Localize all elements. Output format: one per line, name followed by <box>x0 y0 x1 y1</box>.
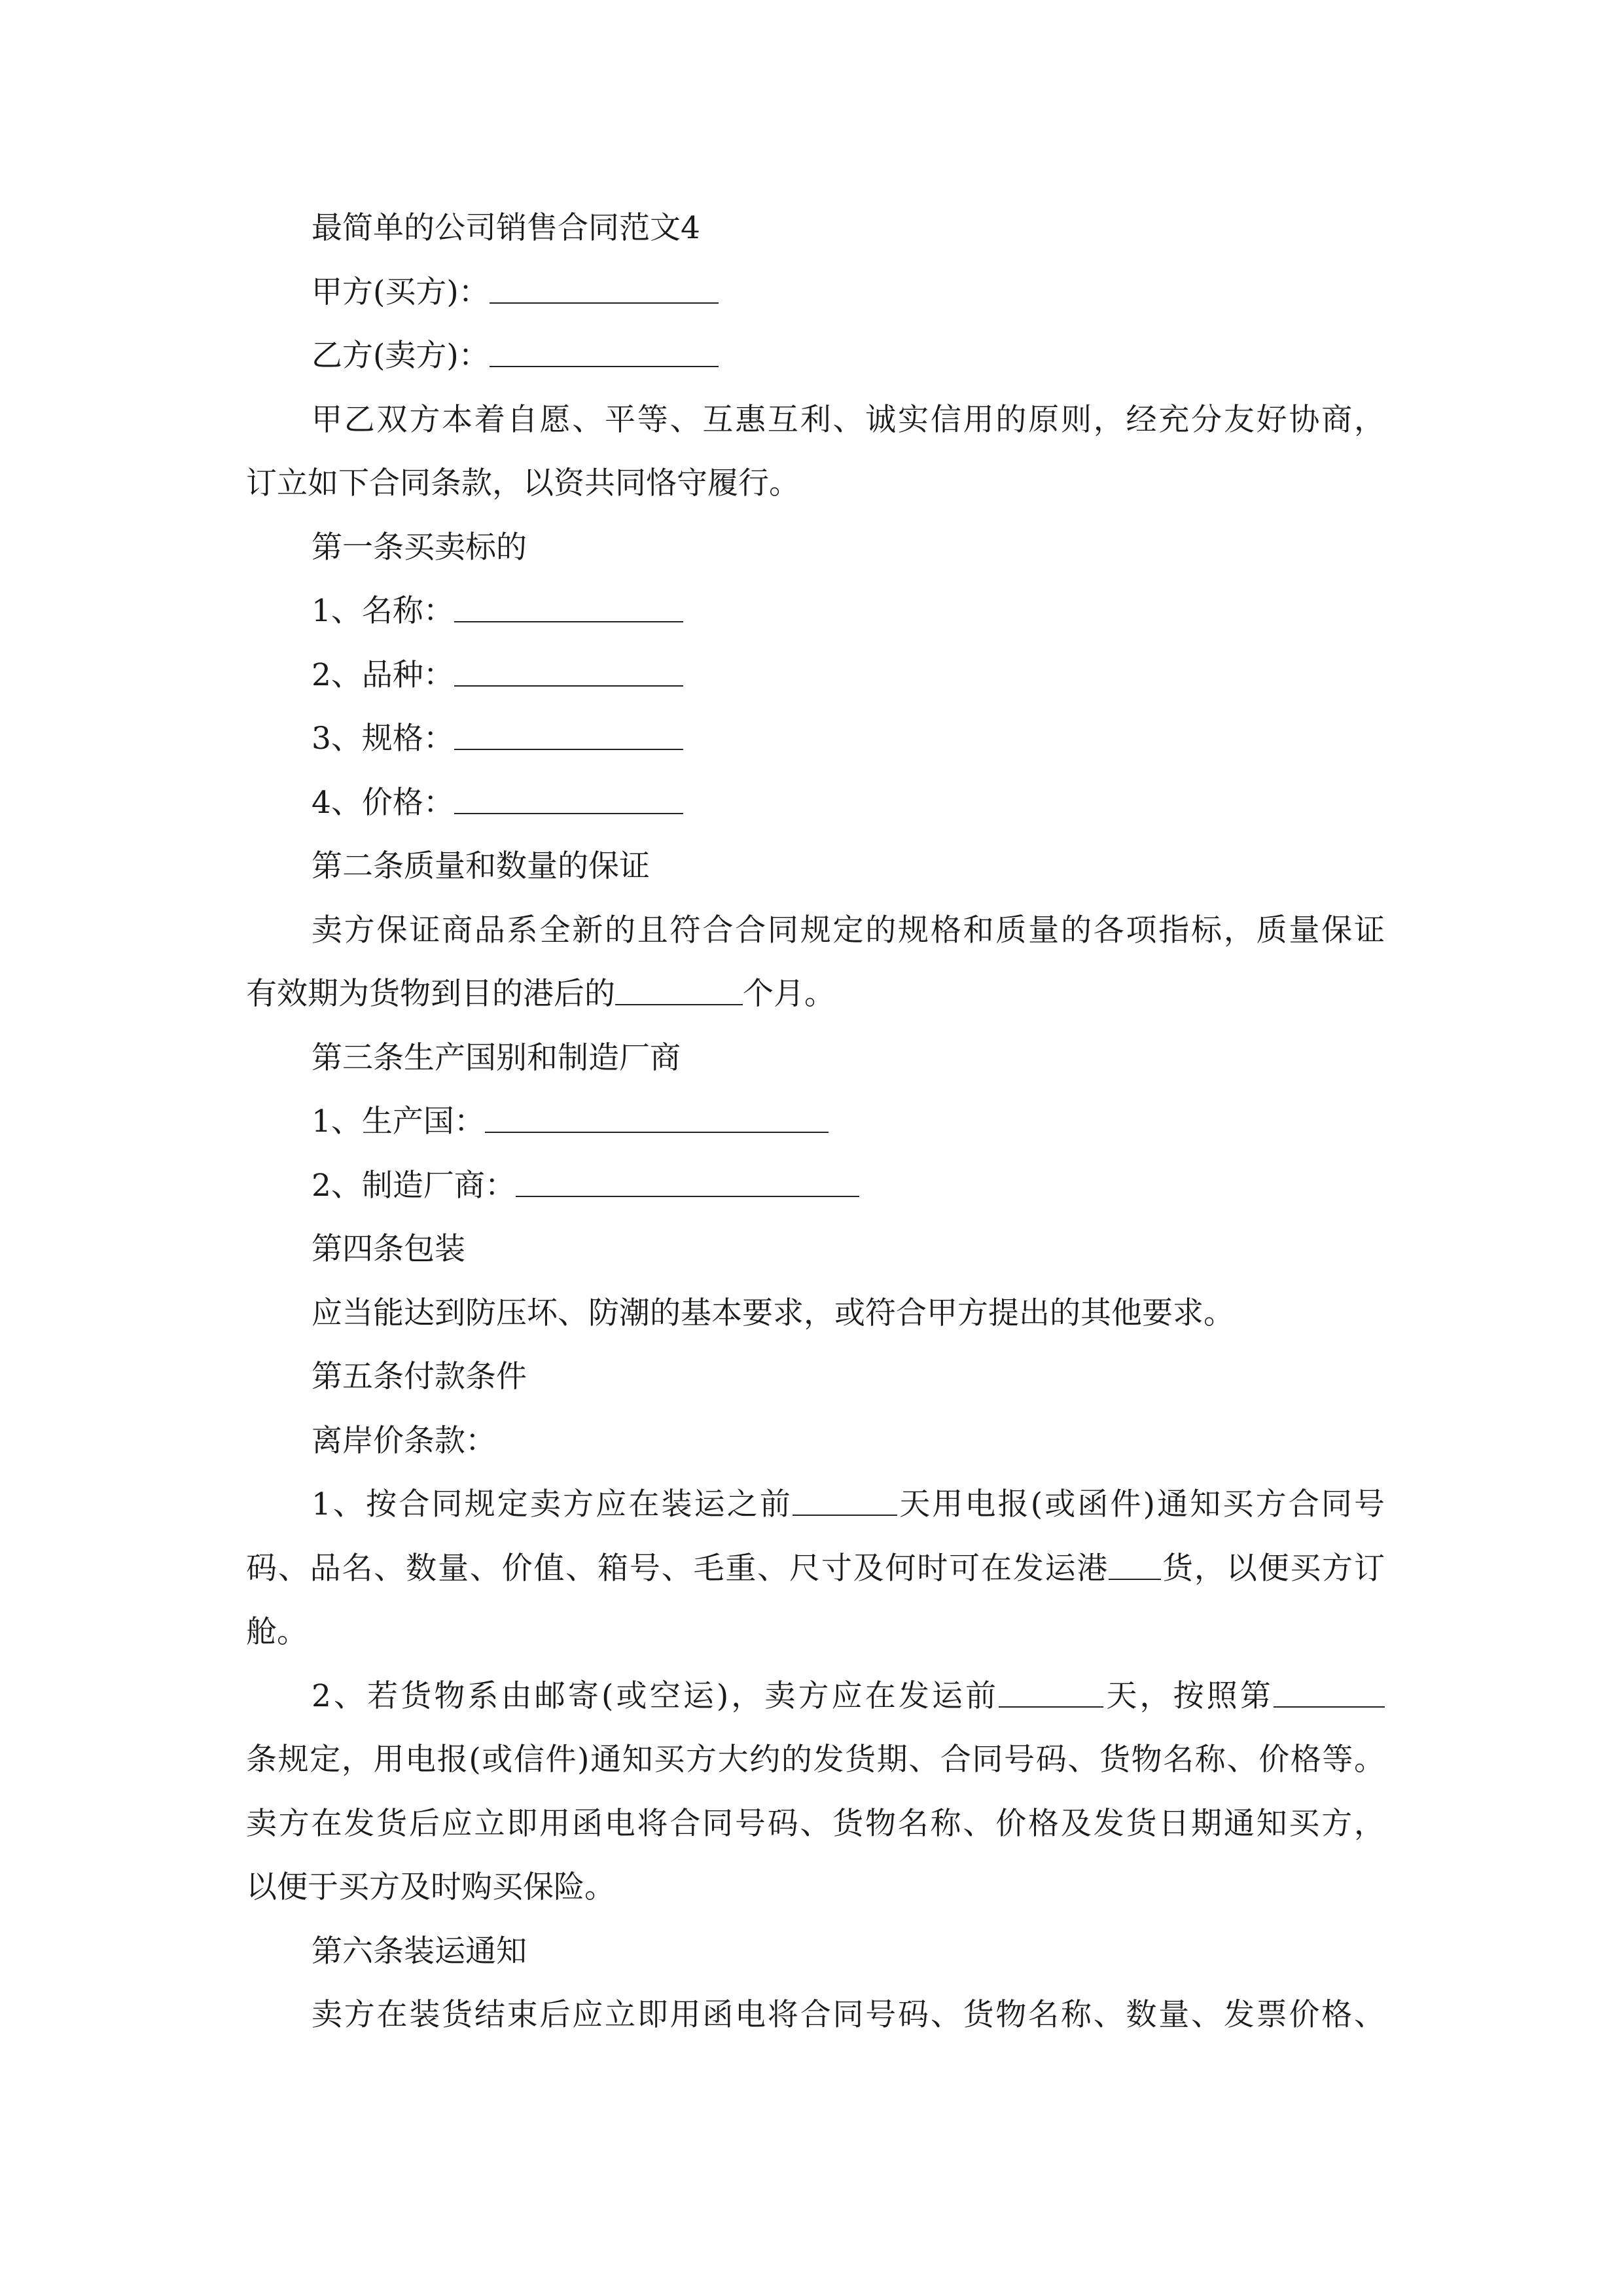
item-blank <box>454 659 683 687</box>
clause-text: 天，按照第 <box>1103 1677 1274 1714</box>
country-blank <box>485 1105 829 1133</box>
article-5-clause-2-line-2: 条规定，用电报(或信件)通知买方大约的发货期、合同号码、货物名称、价格等。 <box>246 1742 1385 1778</box>
party-a-blank <box>490 276 719 304</box>
article-3-item-2 <box>246 1154 1385 1218</box>
days-blank <box>793 1488 897 1516</box>
manufacturer-blank <box>516 1170 859 1197</box>
article-6-line-1: 卖方在装货结束后应立即用函电将合同号码、货物名称、数量、发票价格、 <box>312 1997 1385 2033</box>
article-5-clause-2-line-4: 以便于买方及时购买保险。 <box>246 1869 615 1905</box>
document-title: 最简单的公司销售合同范文4 <box>312 210 700 246</box>
item-blank <box>454 723 683 750</box>
document-body <box>246 196 1385 2047</box>
article-2-heading: 第二条质量和数量的保证 <box>312 848 650 884</box>
party-b-label: 乙方(卖方)： <box>312 338 490 374</box>
clause-text: 1、按合同规定卖方应在装运之前 <box>312 1486 793 1522</box>
clause-text: 码、品名、数量、价值、箱号、毛重、尺寸及何时可在发运港 <box>246 1550 1109 1587</box>
article-2-line-1: 卖方保证商品系全新的且符合合同规定的规格和质量的各项指标，质量保证 <box>312 912 1385 948</box>
preamble-line-1: 甲乙双方本着自愿、平等、互惠互利、诚实信用的原则，经充分友好协商， <box>312 401 1385 438</box>
article-5-subheading: 离岸价条款： <box>312 1422 496 1459</box>
clause-text: 2、若货物系由邮寄(或空运)，卖方应在发运前 <box>312 1677 999 1714</box>
article-4-heading: 第四条包装 <box>312 1231 465 1267</box>
article-1-heading: 第一条买卖标的 <box>312 529 527 565</box>
article-1-item <box>246 707 1385 771</box>
item-blank <box>454 595 683 622</box>
article-5-clause-1-line-1 <box>246 1473 1385 1537</box>
clause-text: 货，以便买方订 <box>1161 1550 1385 1587</box>
article-5-clause-2-line-3: 卖方在发货后应立即用函电将合同号码、货物名称、价格及发货日期通知买方， <box>246 1805 1385 1842</box>
item-label: 2、制造厂商： <box>312 1167 516 1204</box>
party-b-line <box>246 324 1385 388</box>
item-label: 1、名称： <box>312 593 454 629</box>
article-3-heading: 第三条生产国别和制造厂商 <box>312 1039 681 1076</box>
article-1-item <box>246 643 1385 708</box>
article-2-line-2 <box>246 962 1385 1026</box>
article-6-heading: 第六条装运通知 <box>312 1933 527 1969</box>
article-3-item-1 <box>246 1090 1385 1154</box>
preamble-line-2: 订立如下合同条款，以资共同恪守履行。 <box>246 465 800 501</box>
article-1-item <box>246 579 1385 643</box>
article-1-item <box>246 771 1385 835</box>
party-a-label: 甲方(买方)： <box>312 274 490 310</box>
party-a-line <box>246 260 1385 325</box>
clause-number-blank <box>1274 1680 1385 1708</box>
item-label: 4、价格： <box>312 784 454 821</box>
party-b-blank <box>490 340 719 367</box>
article-5-heading: 第五条付款条件 <box>312 1359 527 1395</box>
item-label: 2、品种： <box>312 656 454 693</box>
article-5-clause-2-line-1 <box>246 1664 1385 1729</box>
article-2-text-b: 个月。 <box>743 976 835 1012</box>
months-blank <box>615 978 743 1005</box>
days-blank <box>999 1680 1103 1708</box>
article-2-text-a: 有效期为货物到目的港后的 <box>246 976 615 1012</box>
article-5-clause-1-line-3: 舱。 <box>246 1614 308 1650</box>
item-label: 3、规格： <box>312 721 454 757</box>
clause-text: 天用电报(或函件)通知买方合同号 <box>897 1486 1385 1522</box>
item-blank <box>454 787 683 814</box>
article-4-text: 应当能达到防压坏、防潮的基本要求，或符合甲方提出的其他要求。 <box>312 1295 1234 1331</box>
item-label: 1、生产国： <box>312 1103 485 1139</box>
port-blank <box>1109 1552 1161 1580</box>
article-5-clause-1-line-2 <box>246 1537 1385 1601</box>
